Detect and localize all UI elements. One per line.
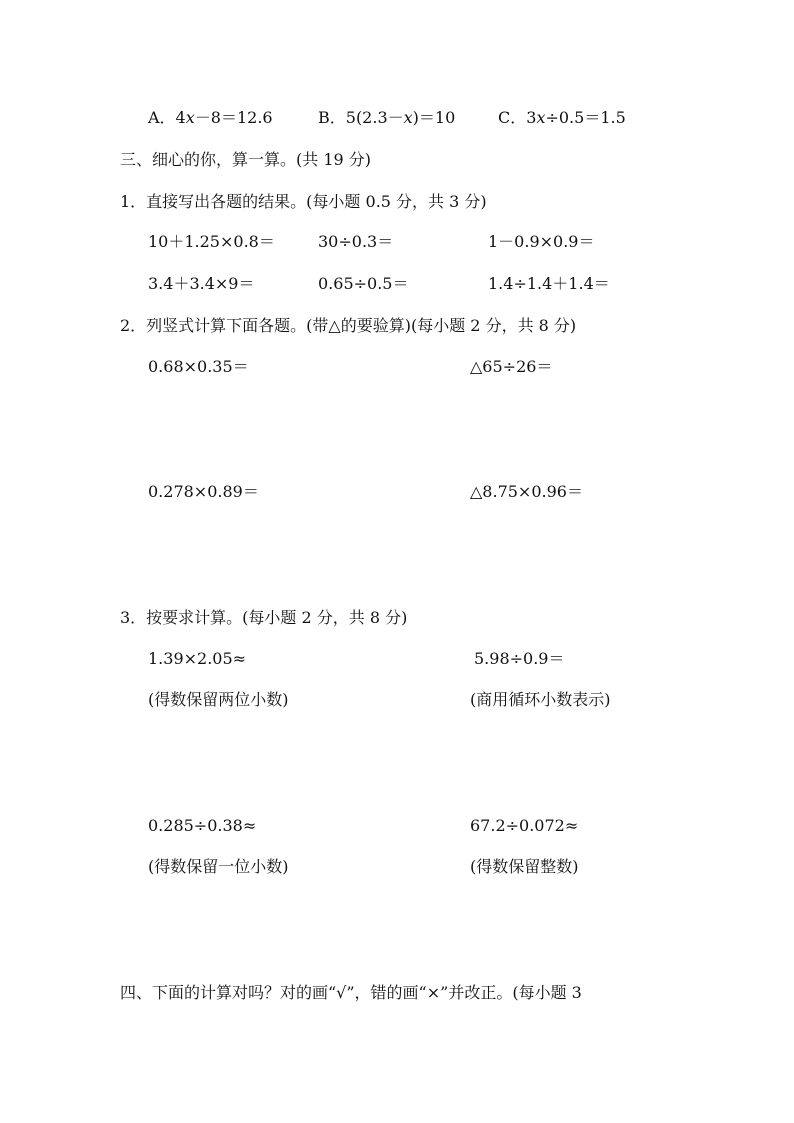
- q3-note: (得数保留整数): [470, 857, 579, 876]
- section-3-heading: 三、细心的你，算一算。(共 19 分): [120, 150, 372, 169]
- q1-item: 3.4＋3.4×9＝: [148, 274, 255, 293]
- q3-note: (得数保留一位小数): [148, 857, 289, 876]
- q2-item: 0.278×0.89＝: [148, 482, 259, 501]
- choice-c-prefix: C．3: [498, 108, 537, 127]
- q2-item: △65÷26＝: [470, 357, 553, 376]
- q3-expr: 0.285÷0.38≈: [148, 816, 257, 835]
- q1-item: 1－0.9×0.9＝: [488, 232, 595, 251]
- choice-a-var: x: [185, 108, 195, 127]
- q1-item: 1.4÷1.4＋1.4＝: [488, 274, 610, 293]
- q3-note: (得数保留两位小数): [148, 690, 289, 709]
- choice-b: [318, 108, 455, 128]
- q1-item: 10＋1.25×0.8＝: [148, 232, 275, 251]
- choice-a-suffix: －8＝12.6: [194, 108, 273, 127]
- q3-expr: 5.98÷0.9＝: [474, 649, 565, 668]
- choice-a: [148, 108, 273, 128]
- q1-item: 0.65÷0.5＝: [318, 274, 409, 293]
- choice-c-suffix: ÷0.5＝1.5: [545, 108, 626, 127]
- q1-item: 30÷0.3＝: [318, 232, 394, 251]
- choice-c: [498, 108, 626, 128]
- q2-item: △8.75×0.96＝: [470, 482, 583, 501]
- q3-note: (商用循环小数表示): [470, 690, 611, 709]
- choice-b-suffix: )＝10: [412, 108, 456, 127]
- question-1-title: 1．直接写出各题的结果。(每小题 0.5 分，共 3 分): [120, 192, 487, 211]
- question-3-title: 3．按要求计算。(每小题 2 分，共 8 分): [120, 608, 408, 627]
- section-4-heading: 四、下面的计算对吗？对的画“√”，错的画“×”并改正。(每小题 3: [120, 983, 582, 1002]
- choice-a-prefix: A．4: [148, 108, 186, 127]
- question-2-title: 2．列竖式计算下面各题。(带△的要验算)(每小题 2 分，共 8 分): [120, 316, 577, 335]
- q2-item: 0.68×0.35＝: [148, 357, 249, 376]
- q3-expr: 67.2÷0.072≈: [470, 816, 579, 835]
- choice-b-var: x: [403, 108, 413, 127]
- choice-c-var: x: [536, 108, 546, 127]
- choice-b-prefix: B．5(2.3－: [318, 108, 404, 127]
- q3-expr: 1.39×2.05≈: [148, 649, 247, 668]
